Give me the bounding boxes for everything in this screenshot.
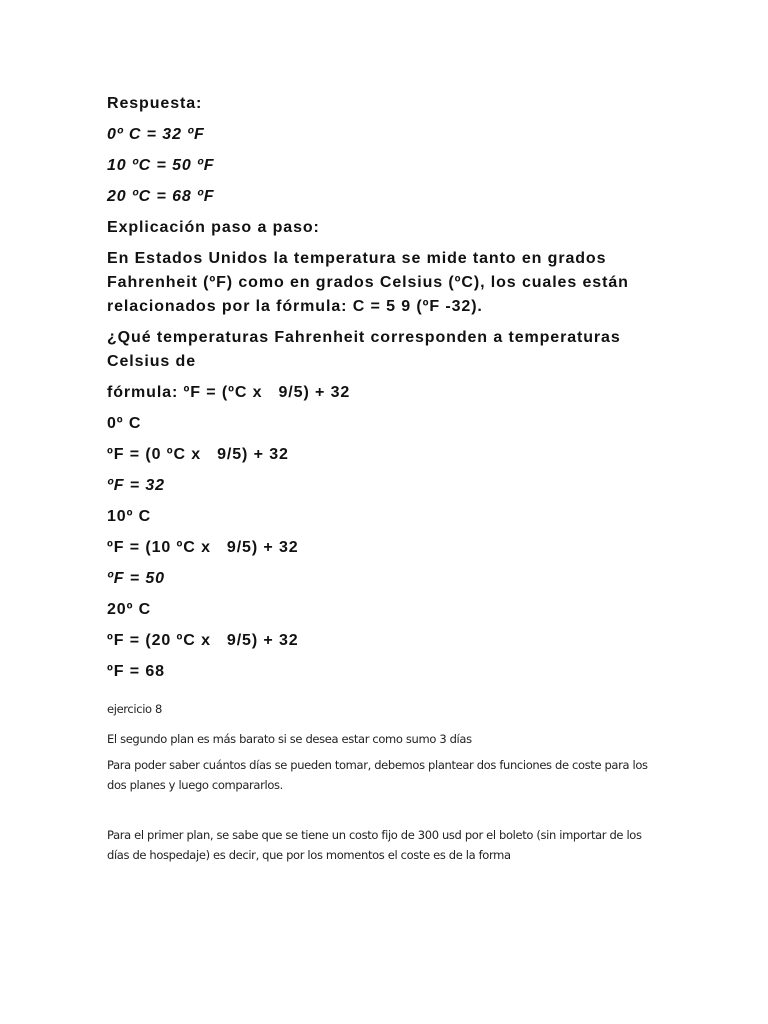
paragraph-cheaper-plan: El segundo plan es más barato si se desea estar como sumo 3 días: [107, 732, 472, 746]
case-10c-result: ºF = 50: [107, 570, 165, 587]
paragraph-first-plan: Para el primer plan, se sabe que se tiene un costo fijo de 300 usd por el boleto (sin importar de los días de hospedaje) es decir, que por los momentos el coste es de la forma: [107, 828, 642, 862]
ejercicio-title: ejercicio 8: [107, 702, 163, 716]
question-paragraph: ¿Qué temperaturas Fahrenheit corresponden a temperaturas Celsius de: [107, 329, 621, 370]
explanation-heading: Explicación paso a paso:: [107, 219, 320, 236]
intro-paragraph: En Estados Unidos la temperatura se mide tanto en grados Fahrenheit (ºF) como en grados Celsius (ºC), los cuales están relacionados por la fórmula: C = 5 9 (ºF -32).: [107, 250, 629, 315]
case-20c-label: 20º C: [107, 601, 152, 618]
answer-line-20c: 20 ºC = 68 ºF: [107, 188, 215, 205]
answer-line-0c: 0º C = 32 ºF: [107, 126, 205, 143]
document-page: [107, 92, 667, 865]
case-20c-result: ºF = 68: [107, 663, 165, 680]
answer-heading: Respuesta:: [107, 95, 203, 112]
formula-line: fórmula: ºF = (ºC x 9/5) + 32: [107, 384, 351, 401]
case-20c-formula: ºF = (20 ºC x 9/5) + 32: [107, 632, 299, 649]
case-10c-formula: ºF = (10 ºC x 9/5) + 32: [107, 539, 299, 556]
case-0c-label: 0º C: [107, 415, 142, 432]
paragraph-cost-functions: Para poder saber cuántos días se pueden tomar, debemos plantear dos funciones de coste para los dos planes y luego compararlos.: [107, 758, 648, 792]
case-0c-formula: ºF = (0 ºC x 9/5) + 32: [107, 446, 289, 463]
case-0c-result: ºF = 32: [107, 477, 165, 494]
answer-line-10c: 10 ºC = 50 ºF: [107, 157, 215, 174]
case-10c-label: 10º C: [107, 508, 152, 525]
